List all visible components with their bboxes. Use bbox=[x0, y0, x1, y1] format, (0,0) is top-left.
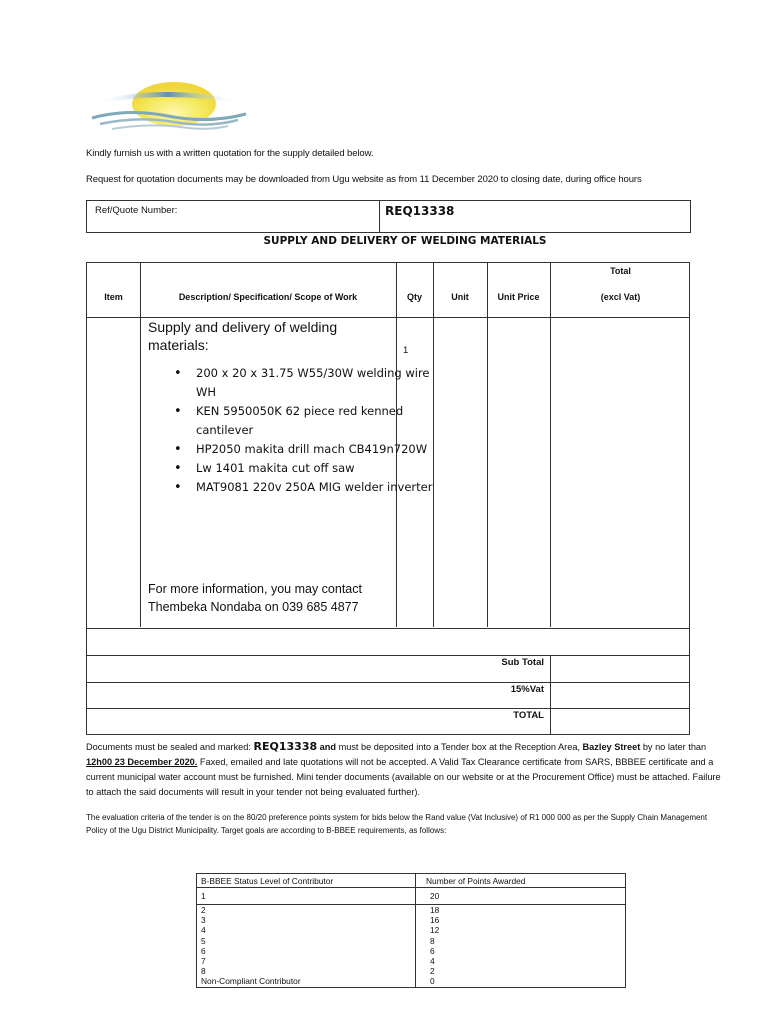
bbbee-level: 7 bbox=[197, 956, 416, 966]
col-total-line-2: (excl Vat) bbox=[600, 292, 641, 302]
list-item: • HP2050 makita drill mach CB419n720W bbox=[148, 440, 436, 459]
table-row bbox=[197, 888, 626, 905]
item-list bbox=[148, 364, 436, 497]
table-row bbox=[197, 874, 626, 888]
bbbee-level: Non-Compliant Contributor bbox=[197, 976, 416, 987]
page-title: SUPPLY AND DELIVERY OF WELDING MATERIALS bbox=[263, 235, 547, 247]
bbbee-points: 16 bbox=[416, 915, 626, 925]
table-row bbox=[197, 925, 626, 935]
instr-street: Bazley Street bbox=[582, 742, 641, 752]
table-row bbox=[197, 966, 626, 976]
table-row bbox=[197, 905, 626, 916]
quotation-table bbox=[86, 262, 690, 735]
bbbee-level: 6 bbox=[197, 946, 416, 956]
bbbee-points: 18 bbox=[416, 905, 626, 916]
bbbee-points: 8 bbox=[416, 936, 626, 946]
contact-info: For more information, you may contact Thembeka Nondaba on 039 685 4877 bbox=[148, 582, 362, 614]
submission-instructions bbox=[86, 739, 726, 800]
total-label: TOTAL bbox=[513, 710, 544, 721]
bbbee-level: 2 bbox=[197, 905, 416, 916]
bbbee-points: 6 bbox=[416, 946, 626, 956]
table-row bbox=[197, 946, 626, 956]
bbbee-table bbox=[196, 873, 626, 988]
table-row bbox=[197, 936, 626, 946]
bbbee-points: 20 bbox=[416, 888, 626, 905]
col-total-line-1: Total bbox=[610, 266, 631, 276]
ref-quote-box bbox=[86, 200, 691, 233]
bbbee-level: 8 bbox=[197, 966, 416, 976]
bbbee-header-level: B-BBEE Status Level of Contributor bbox=[197, 874, 416, 888]
intro-line-2: Request for quotation documents may be downloaded from Ugu website as from 11 December 2020 to closing date, during office hours bbox=[86, 174, 642, 185]
list-item: • MAT9081 220v 250A MIG welder inverter bbox=[148, 478, 436, 497]
table-row bbox=[197, 956, 626, 966]
col-unit: Unit bbox=[451, 292, 469, 302]
sub-total-label: Sub Total bbox=[501, 657, 544, 668]
ref-label: Ref/Quote Number: bbox=[95, 205, 178, 216]
col-qty: Qty bbox=[406, 292, 422, 302]
table-row bbox=[197, 976, 626, 987]
instr-text-1: Documents must be sealed and marked: bbox=[86, 742, 254, 752]
bbbee-points: 12 bbox=[416, 925, 626, 935]
instr-text-5: Faxed, emailed and late quotations will not be accepted. A Valid Tax Clearance certificate from SARS, BBBEE certificate and a current municipal water account must be furnished. Mini tender documents (available on our website or at the Procurement Office) must be attached. Failure to attach the said documents will result in your tender not being evaluated further). bbox=[86, 757, 721, 797]
list-item: • 200 x 20 x 31.75 W55/30W welding wire WH bbox=[148, 364, 436, 402]
bbbee-points: 2 bbox=[416, 966, 626, 976]
bbbee-level: 3 bbox=[197, 915, 416, 925]
instr-deadline: 12h00 23 December 2020. bbox=[86, 757, 198, 767]
list-item: • KEN 5950050K 62 piece red kenned cantilever bbox=[148, 402, 436, 440]
evaluation-criteria: The evaluation criteria of the tender is on the 80/20 preference points system for bids below the Rand value (Vat Inclusive) of R1 000 000 as per the Supply Chain Management Policy of the Ugu District Municipality. Target goals are according to B-BBEE requirements, as follows: bbox=[86, 813, 708, 835]
instr-ref: REQ13338 bbox=[253, 740, 318, 753]
list-item: • Lw 1401 makita cut off saw bbox=[148, 459, 436, 478]
ref-value: REQ13338 bbox=[385, 204, 455, 218]
col-unit-price: Unit Price bbox=[497, 292, 540, 302]
bbbee-level: 4 bbox=[197, 925, 416, 935]
bbbee-level: 1 bbox=[197, 888, 416, 905]
col-item: Item bbox=[104, 292, 123, 302]
vat-label: 15%Vat bbox=[510, 684, 544, 695]
instr-and: and bbox=[317, 742, 337, 752]
ugu-logo bbox=[88, 78, 248, 134]
row-heading: Supply and delivery of welding materials: bbox=[148, 319, 338, 353]
table-row bbox=[197, 915, 626, 925]
instr-text-4: by no later than bbox=[640, 742, 707, 752]
bbbee-points: 0 bbox=[416, 976, 626, 987]
instr-text-3: must be deposited into a Tender box at the Reception Area, bbox=[336, 742, 583, 752]
bbbee-points: 4 bbox=[416, 956, 626, 966]
bbbee-level: 5 bbox=[197, 936, 416, 946]
intro-line-1: Kindly furnish us with a written quotation for the supply detailed below. bbox=[86, 148, 374, 159]
row-qty: 1 bbox=[403, 345, 409, 356]
bbbee-header-points: Number of Points Awarded bbox=[416, 874, 626, 888]
col-description: Description/ Specification/ Scope of Work bbox=[178, 292, 358, 302]
